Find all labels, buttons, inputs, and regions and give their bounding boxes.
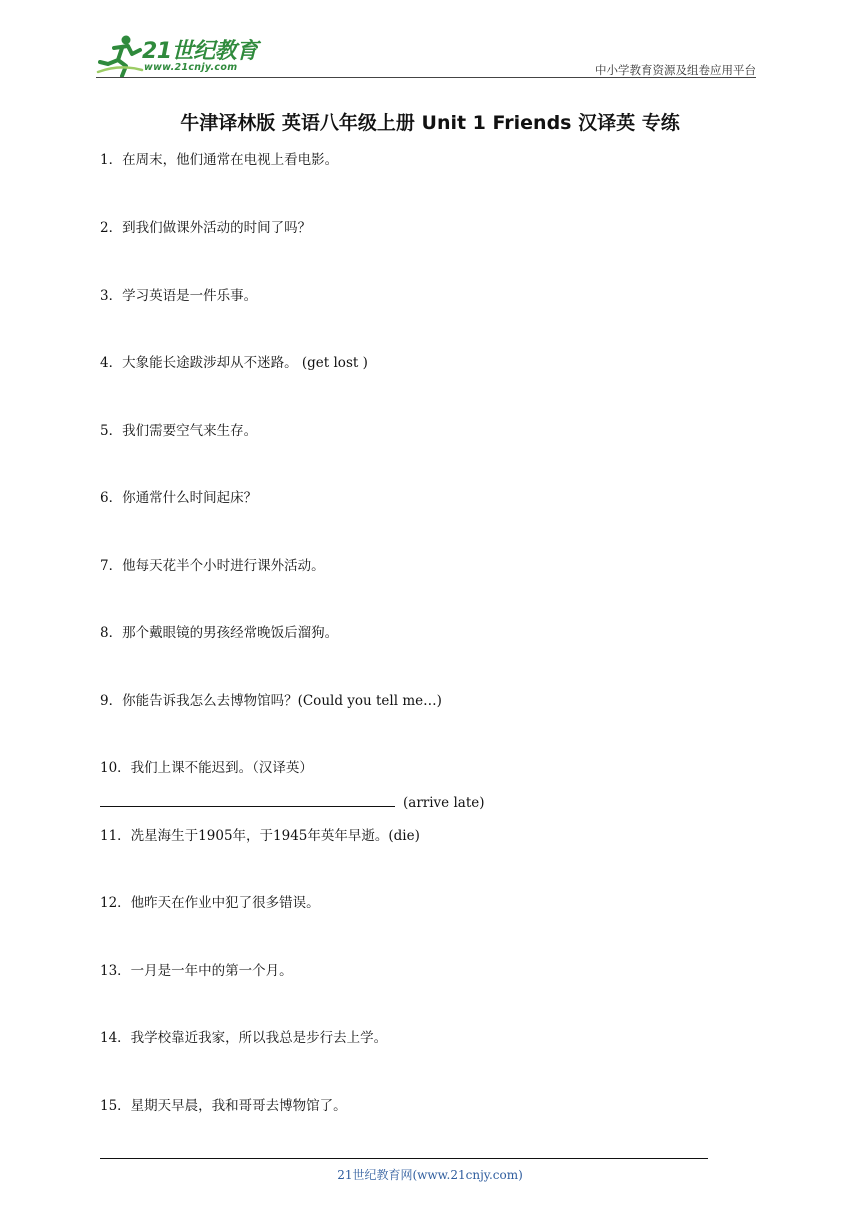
question-10-hint: (arrive late) bbox=[403, 795, 485, 811]
question-12: 12．他昨天在作业中犯了很多错误。 bbox=[100, 895, 320, 911]
question-14: 14．我学校靠近我家，所以我总是步行去上学。 bbox=[100, 1030, 388, 1046]
footer-divider bbox=[100, 1158, 708, 1159]
page-footer: 21世纪教育网(www.21cnjy.com) bbox=[337, 1168, 523, 1182]
question-10-answer-row bbox=[100, 792, 740, 813]
runner-logo-icon bbox=[96, 34, 144, 78]
question-7: 7．他每天花半个小时进行课外活动。 bbox=[100, 558, 325, 574]
header-divider bbox=[96, 77, 756, 78]
question-2: 2．到我们做课外活动的时间了吗？ bbox=[100, 220, 312, 236]
logo bbox=[96, 34, 266, 78]
question-4: 4．大象能长途跋涉却从不迷路。 (get lost ) bbox=[100, 355, 368, 371]
page-title: 牛津译林版 英语八年级上册 Unit 1 Friends 汉译英 专练 bbox=[180, 112, 680, 134]
question-8: 8．那个戴眼镜的男孩经常晚饭后溜狗。 bbox=[100, 625, 339, 641]
question-10: 10．我们上课不能迟到。（汉译英） bbox=[100, 760, 313, 776]
question-1: 1．在周末，他们通常在电视上看电影。 bbox=[100, 152, 339, 168]
answer-blank[interactable] bbox=[100, 792, 395, 807]
question-3: 3．学习英语是一件乐事。 bbox=[100, 288, 258, 304]
question-9: 9．你能告诉我怎么去博物馆吗？(Could you tell me…) bbox=[100, 693, 442, 709]
logo-text: 21世纪教育 bbox=[142, 39, 258, 64]
question-13: 13．一月是一年中的第一个月。 bbox=[100, 963, 293, 979]
question-5: 5．我们需要空气来生存。 bbox=[100, 423, 258, 439]
question-11: 11．冼星海生于1905年，于1945年英年早逝。(die) bbox=[100, 828, 420, 844]
header-tagline: 中小学教育资源及组卷应用平台 bbox=[595, 63, 756, 77]
page-header bbox=[96, 30, 756, 78]
logo-url: www.21cnjy.com bbox=[144, 62, 238, 73]
question-6: 6．你通常什么时间起床？ bbox=[100, 490, 258, 506]
question-15: 15．星期天早晨，我和哥哥去博物馆了。 bbox=[100, 1098, 347, 1114]
